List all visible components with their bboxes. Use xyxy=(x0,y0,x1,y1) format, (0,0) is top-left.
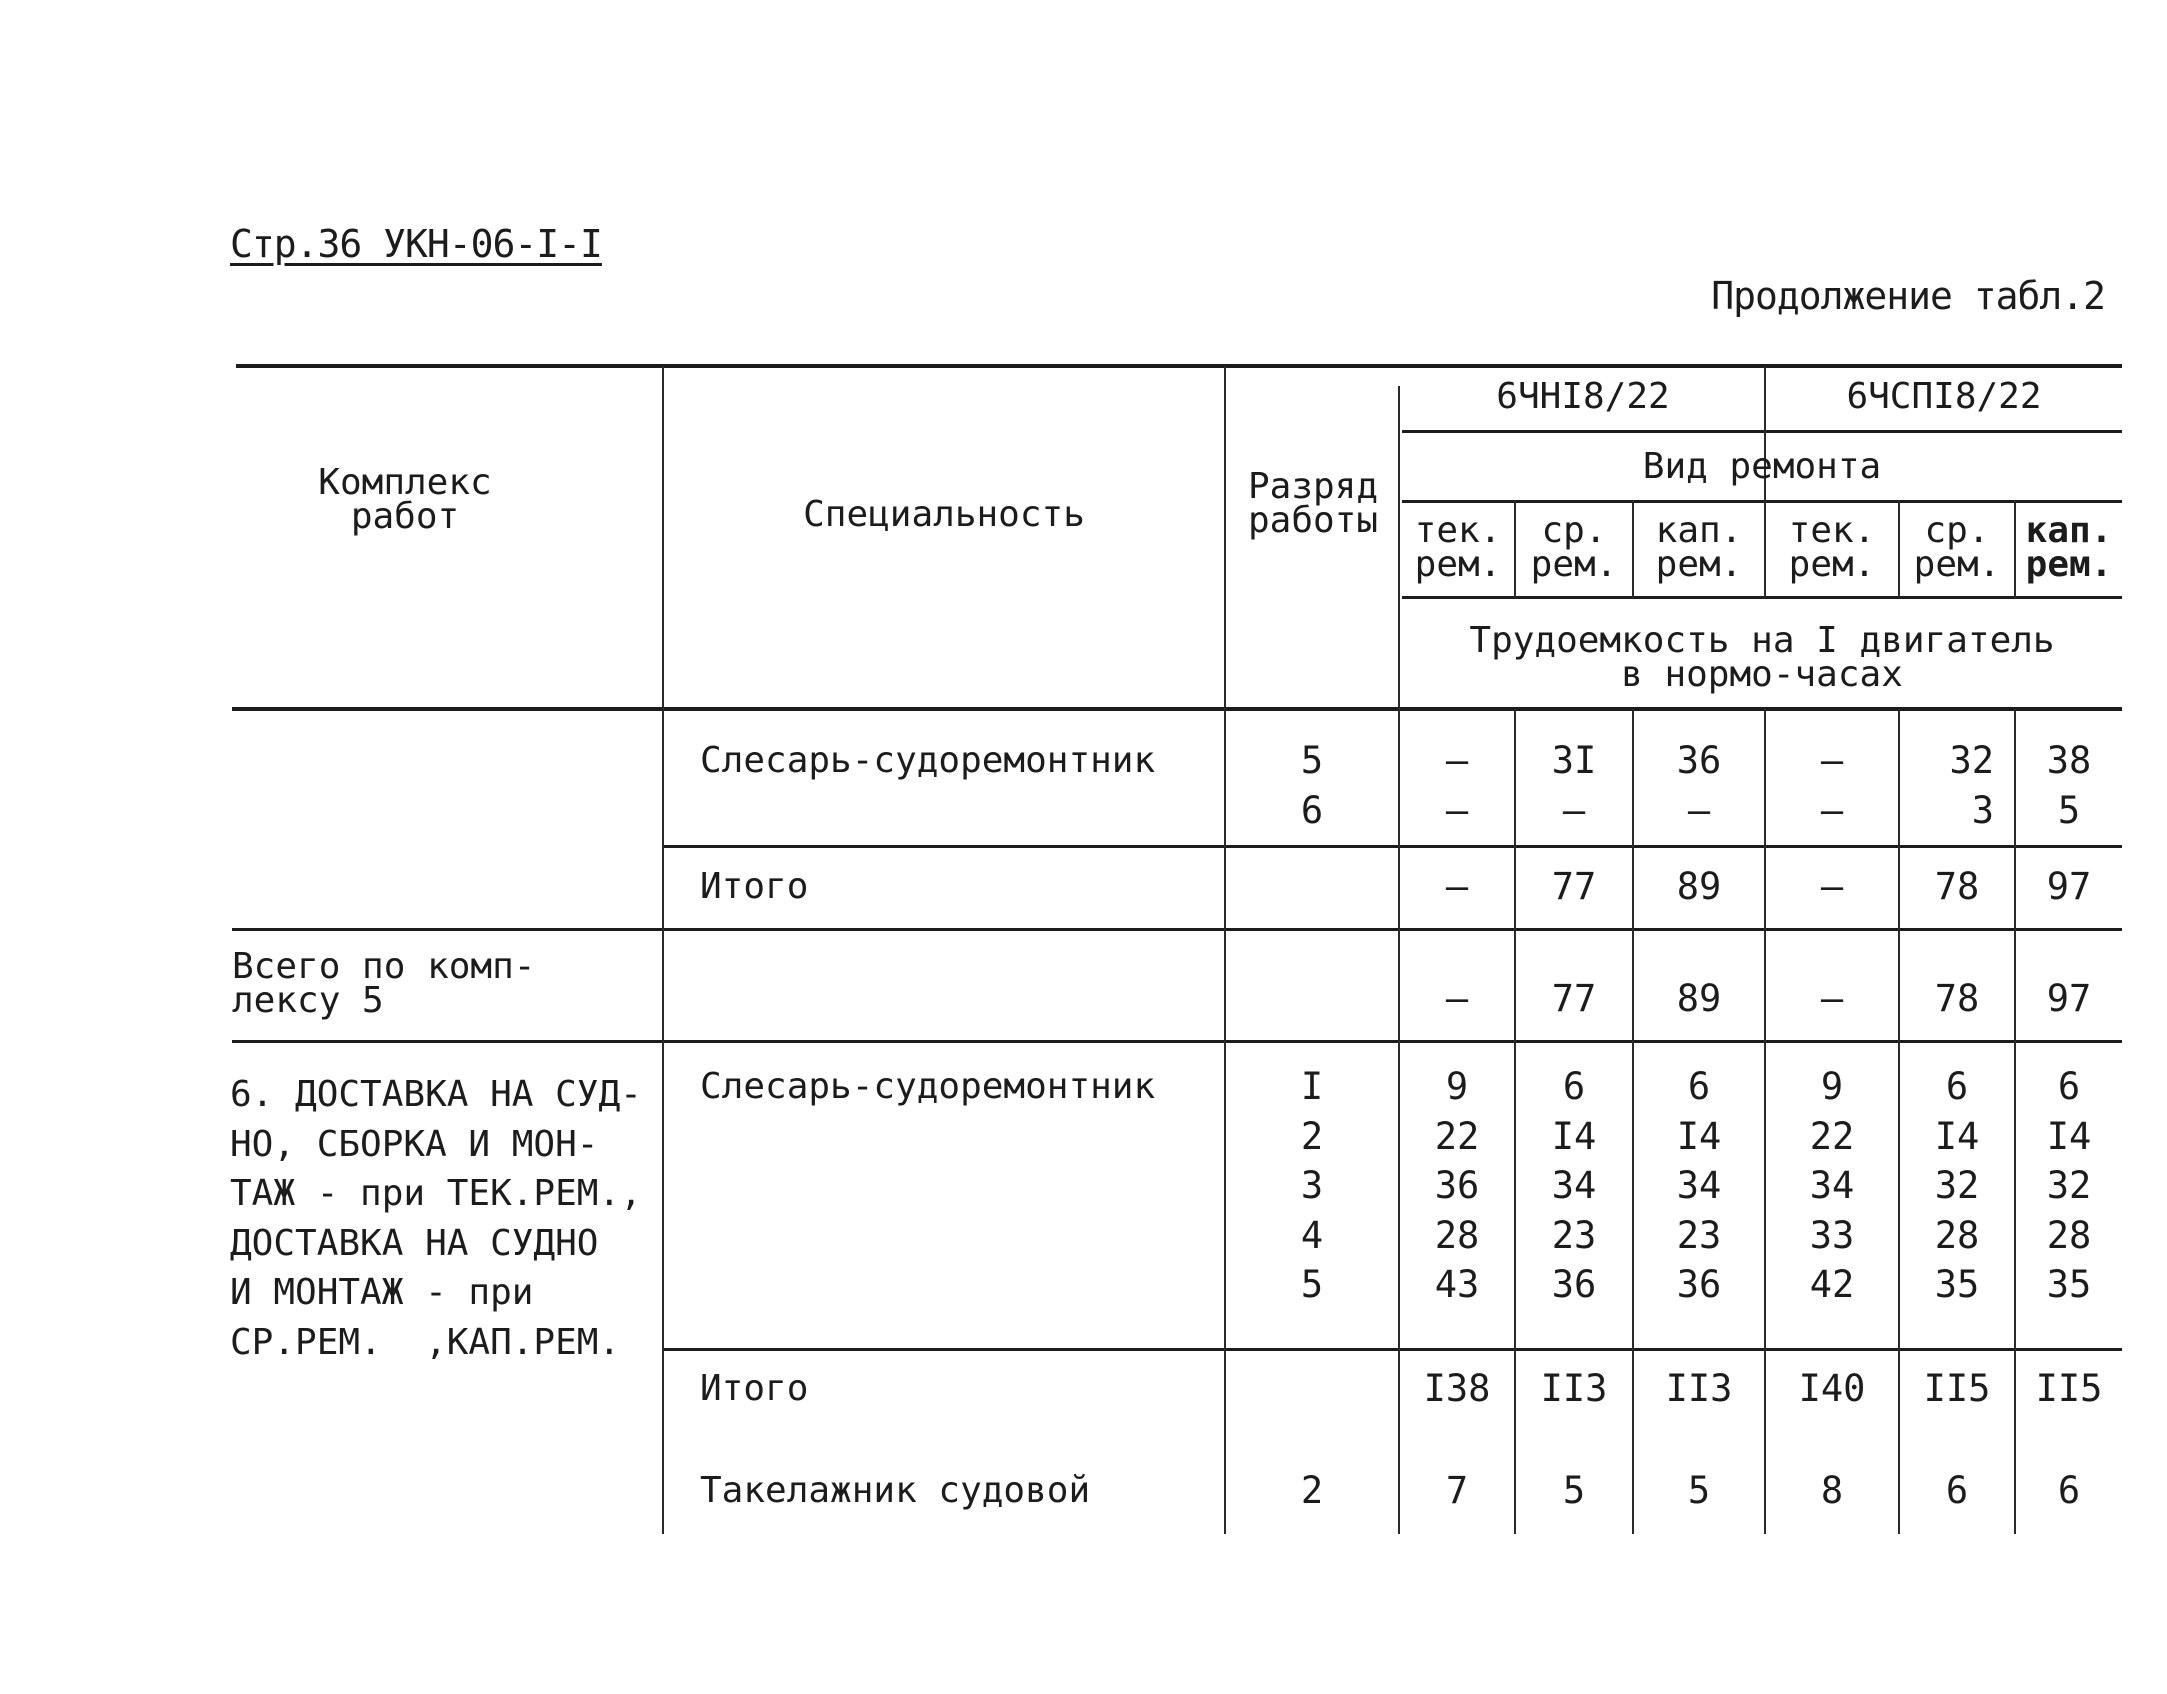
cell-value: 33 xyxy=(1809,1213,1855,1257)
cell-value: 28 xyxy=(1434,1213,1480,1257)
row3-col6: 97 xyxy=(2046,977,2092,1020)
table-top-rule xyxy=(236,364,2122,368)
cell-value: 3I xyxy=(1551,739,1597,782)
cell-value: 42 xyxy=(1809,1263,1855,1306)
row6-col2: 5 xyxy=(1562,1469,1586,1512)
cell-value: – xyxy=(1445,788,1469,832)
row4-col1 xyxy=(1400,1062,1514,1310)
cell-value: I4 xyxy=(1551,1114,1597,1158)
row-rule-1 xyxy=(664,845,2122,848)
grade-value: 2 xyxy=(1300,1114,1324,1158)
cell-value: I4 xyxy=(1676,1114,1722,1158)
row4-col5 xyxy=(1900,1062,2014,1310)
header-bottom-rule xyxy=(232,707,2122,711)
header-repair-col: тек. рем. xyxy=(1414,510,1502,585)
row6-col3: 5 xyxy=(1687,1469,1711,1512)
row4-complex: 6. ДОСТАВКА НА СУД- НО, СБОРКА И МОН- ТАЖ - при ТЕК.РЕМ., ДОСТАВКА НА СУДНО И МОНТАЖ - при СР.РЕМ. ,КАП.РЕМ. xyxy=(230,1074,642,1363)
cell-value: – xyxy=(1820,788,1844,832)
row5-col6: II5 xyxy=(2035,1367,2103,1410)
cell-value: – xyxy=(1445,739,1469,782)
cell-value: 28 xyxy=(1934,1213,1980,1257)
cell-value: – xyxy=(1820,739,1844,782)
row3-col2: 77 xyxy=(1551,977,1597,1020)
cell-value: 5 xyxy=(2057,788,2081,832)
row5-col5: II5 xyxy=(1923,1367,1991,1410)
header-repair-col: кап. рем. xyxy=(1655,510,1743,585)
cell-value: 38 xyxy=(2046,739,2092,782)
cell-value: 43 xyxy=(1434,1263,1480,1306)
cell-value: 23 xyxy=(1551,1213,1597,1257)
cell-value: 34 xyxy=(1551,1164,1597,1207)
row2-col1: – xyxy=(1445,865,1469,908)
header-repair-col: кап. рем. xyxy=(2025,510,2113,585)
row-rule-2 xyxy=(232,928,2122,931)
header-repair-col: ср. рем. xyxy=(1530,510,1618,585)
row3-col5: 78 xyxy=(1934,977,1980,1020)
row1-col3 xyxy=(1634,736,1764,835)
row2-col4: – xyxy=(1820,865,1844,908)
cell-value: 32 xyxy=(1934,1164,1980,1207)
cell-value: 9 xyxy=(1820,1065,1844,1108)
row6-col5: 6 xyxy=(1945,1469,1969,1512)
row1-col6 xyxy=(2016,736,2122,835)
cell-value: 6 xyxy=(1945,1065,1969,1108)
header-repair-type: Вид ремонта xyxy=(1642,446,1882,487)
header-complex: Комплекс работ xyxy=(318,462,492,537)
cell-value: – xyxy=(1687,788,1711,832)
row3-complex: Всего по комп- лексу 5 xyxy=(232,946,536,1021)
row1-col2 xyxy=(1516,736,1632,835)
row4-col3 xyxy=(1634,1062,1764,1310)
row5-col3: II3 xyxy=(1665,1367,1733,1410)
row4-col6 xyxy=(2016,1062,2122,1310)
grade-value: 4 xyxy=(1300,1213,1324,1257)
col-divider-grade xyxy=(1224,366,1226,1534)
cell-value: – xyxy=(1562,788,1586,832)
row5-col1: I38 xyxy=(1423,1367,1491,1410)
row6-grade: 2 xyxy=(1300,1469,1324,1512)
header-engine-2: 6ЧСПI8/22 xyxy=(1846,376,2042,417)
header-engine-1: 6ЧНI8/22 xyxy=(1496,376,1670,417)
row6-col6: 6 xyxy=(2057,1469,2081,1512)
row1-col4 xyxy=(1766,736,1898,835)
row3-col4: – xyxy=(1820,977,1844,1020)
row6-col4: 8 xyxy=(1820,1469,1844,1512)
cell-value: 34 xyxy=(1676,1164,1722,1207)
row3-col3: 89 xyxy=(1676,977,1722,1020)
grade-value: 5 xyxy=(1300,1263,1324,1306)
cell-value: I4 xyxy=(1934,1114,1980,1158)
cell-value: 34 xyxy=(1809,1164,1855,1207)
row6-specialty: Такелажник судовой xyxy=(700,1470,1091,1511)
row4-col2 xyxy=(1516,1062,1632,1310)
row-rule-4 xyxy=(664,1348,2122,1351)
cell-value: I4 xyxy=(2046,1114,2092,1158)
row1-grade xyxy=(1226,736,1398,835)
page-header: Стр.36 УКН-06-I-I xyxy=(230,222,602,266)
grade-value: 6 xyxy=(1300,788,1324,832)
row4-grade xyxy=(1226,1062,1398,1310)
header-grade: Разряд работы xyxy=(1247,466,1379,541)
row3-col1: – xyxy=(1445,977,1469,1020)
cell-value: 28 xyxy=(2046,1213,2092,1257)
cell-value: 23 xyxy=(1676,1213,1722,1257)
row2-specialty: Итого xyxy=(700,866,809,907)
table-caption: Продолжение табл.2 xyxy=(1711,274,2105,318)
row2-col2: 77 xyxy=(1551,865,1597,908)
grade-value: 3 xyxy=(1300,1164,1324,1207)
col-divider-specialty xyxy=(662,366,664,1534)
row4-col4 xyxy=(1766,1062,1898,1310)
row5-col2: II3 xyxy=(1540,1367,1608,1410)
row2-col5: 78 xyxy=(1934,865,1980,908)
cell-value: 32 xyxy=(1949,739,1994,782)
cell-value: 6 xyxy=(2057,1065,2081,1108)
engine-header-rule xyxy=(1402,430,2122,433)
cell-value: 6 xyxy=(1687,1065,1711,1108)
header-labor: Трудоемкость на I двигатель в нормо-часах xyxy=(1469,620,2055,695)
cell-value: 6 xyxy=(1562,1065,1586,1108)
row5-specialty: Итого xyxy=(700,1368,809,1409)
cell-value: 9 xyxy=(1445,1065,1469,1108)
grade-value: I xyxy=(1300,1065,1324,1108)
header-specialty: Специальность xyxy=(803,494,1085,535)
header-repair-col: тек. рем. xyxy=(1788,510,1876,585)
cell-value: 3 xyxy=(1971,788,1994,832)
row-rule-3 xyxy=(232,1040,2122,1043)
col-divider-values xyxy=(1398,386,1400,1534)
row1-col5 xyxy=(1900,736,2014,835)
row6-col1: 7 xyxy=(1445,1469,1469,1512)
header-repair-col: ср. рем. xyxy=(1913,510,2001,585)
cell-value: 32 xyxy=(2046,1164,2092,1207)
row4-specialty: Слесарь-судоремонтник xyxy=(700,1066,1156,1107)
row5-col4: I40 xyxy=(1798,1367,1866,1410)
row1-col1 xyxy=(1400,736,1514,835)
cell-value: 36 xyxy=(1434,1164,1480,1207)
cell-value: 35 xyxy=(1934,1263,1980,1306)
cell-value: 22 xyxy=(1434,1114,1480,1158)
row2-col6: 97 xyxy=(2046,865,2092,908)
cell-value: 22 xyxy=(1809,1114,1855,1158)
cell-value: 36 xyxy=(1676,1263,1722,1306)
cell-value: 35 xyxy=(2046,1263,2092,1306)
cell-value: 36 xyxy=(1676,739,1722,782)
cell-value: 36 xyxy=(1551,1263,1597,1306)
row1-specialty: Слесарь-судоремонтник xyxy=(700,740,1156,781)
grade-value: 5 xyxy=(1300,739,1324,782)
row2-col3: 89 xyxy=(1676,865,1722,908)
